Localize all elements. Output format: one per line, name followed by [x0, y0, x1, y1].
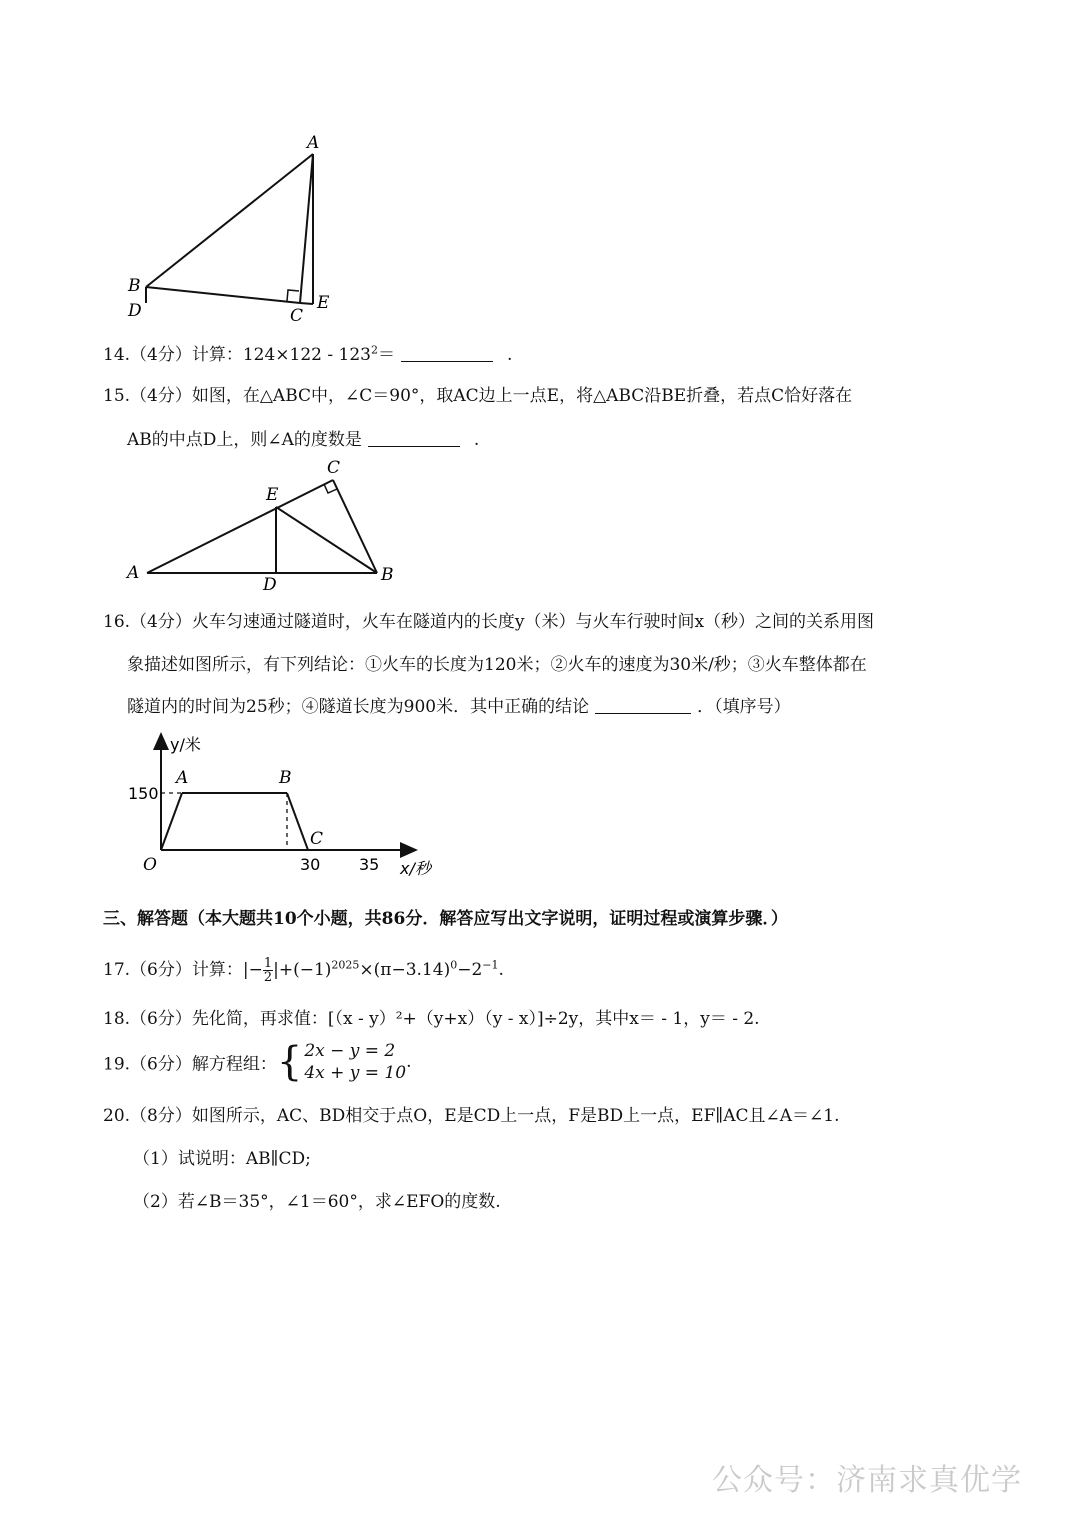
x-tick-35: 35: [359, 855, 380, 874]
q14-eq: ＝: [378, 345, 395, 365]
q19-eq2: 4x + y = 10: [304, 1063, 407, 1083]
fig1-label-e: E: [317, 293, 330, 313]
q17-head: 17.（6分）计算：: [103, 960, 243, 980]
q17-frac-den: 2: [263, 970, 273, 985]
question-19: [103, 1040, 411, 1084]
q15-line2b: .: [473, 430, 480, 450]
q17-p1: |−: [242, 960, 263, 980]
x-tick-30: 30: [300, 855, 321, 874]
q16-answer-blank[interactable]: [595, 697, 691, 714]
series-segment-BC: [287, 793, 308, 850]
question-18: 18.（6分）先化简，再求值：[（x - y）²+（y+x）（y - x）]÷2y，其中x＝ - 1，y＝ - 2.: [103, 1009, 760, 1029]
question-15-line1: 15.（4分）如图，在△ABC中，∠C＝90°，取AC边上一点E，将△ABC沿BE折叠，若点C恰好落在: [103, 386, 853, 406]
fig2-label-a: A: [127, 563, 140, 583]
question-16-line3: [127, 692, 791, 717]
q17-sup3: −1: [482, 958, 499, 972]
q17-p3: ×(π−3.14): [359, 960, 451, 980]
point-label-c: C: [310, 829, 324, 849]
q15-line2a: AB的中点D上，则∠A的度数是: [127, 430, 362, 450]
question-20-part1: （1）试说明：AB∥CD;: [133, 1149, 311, 1169]
fig1-label-c: C: [290, 306, 304, 326]
point-label-a: A: [176, 768, 189, 788]
q17-p4: −2: [457, 960, 483, 980]
q17-sup2: 0: [450, 958, 458, 972]
fig1-label-a: A: [307, 133, 320, 153]
fig1-label-b: B: [128, 276, 141, 296]
question-15-line2: [127, 425, 479, 450]
section-3-title: 三、解答题（本大题共10个小题，共86分．解答应写出文字说明，证明过程或演算步骤．）: [103, 909, 788, 929]
origin-label: O: [143, 855, 157, 875]
q17-p2: |+(−1): [273, 960, 332, 980]
fig2-label-b: B: [381, 565, 394, 585]
q14-sup: 2: [371, 343, 378, 357]
watermark: 公众号：济南求真优学: [712, 1463, 1022, 1498]
question-17: [103, 955, 504, 984]
q14-head: 14.（4分）计算：: [103, 345, 243, 365]
q19-eq1: 2x − y = 2: [304, 1041, 396, 1061]
question-16-line1: 16.（4分）火车匀速通过隧道时，火车在隧道内的长度y（米）与火车行驶时间x（秒）之间的关系用图: [103, 612, 875, 632]
point-label-b: B: [279, 768, 292, 788]
question-16-line2: 象描述如图所示，有下列结论：①火车的长度为120米；②火车的速度为30米/秒；③火车整体都在: [127, 655, 867, 675]
fig2-label-d: D: [263, 575, 277, 595]
question-20-part2: （2）若∠B＝35°，∠1＝60°，求∠EFO的度数.: [133, 1192, 501, 1212]
question-20-line1: 20.（8分）如图所示，AC、BD相交于点O，E是CD上一点，F是BD上一点，EF∥AC且∠A＝∠1.: [103, 1106, 840, 1126]
brace-icon: {: [276, 1039, 303, 1085]
fig1-label-d: D: [128, 301, 142, 321]
q16-line3a: 隧道内的时间为25秒；④隧道长度为900米．其中正确的结论: [127, 697, 590, 717]
q19-tail: .: [406, 1052, 412, 1072]
q16-line3b: ．（填序号）: [697, 697, 791, 717]
q17-frac-num: 1: [263, 956, 273, 971]
q19-head: 19.（6分）解方程组：: [103, 1054, 277, 1075]
q14-expr: 124×122 - 123: [242, 345, 371, 365]
fig2-label-e: E: [266, 485, 279, 505]
fig2-label-c: C: [327, 458, 341, 478]
y-tick-150: 150: [128, 784, 159, 803]
q14-tail: .: [507, 345, 513, 365]
q15-answer-blank[interactable]: [368, 430, 460, 447]
question-14: [103, 340, 512, 365]
q14-answer-blank[interactable]: [401, 345, 493, 362]
q17-sup1: 2025: [331, 958, 360, 972]
series-segment-OA: [161, 793, 182, 850]
q17-p5: .: [498, 960, 504, 980]
y-axis-label: y/米: [170, 735, 201, 754]
q19-system: [304, 1040, 406, 1084]
x-axis-label: x/秒: [400, 859, 431, 878]
q17-fraction: [263, 957, 273, 984]
